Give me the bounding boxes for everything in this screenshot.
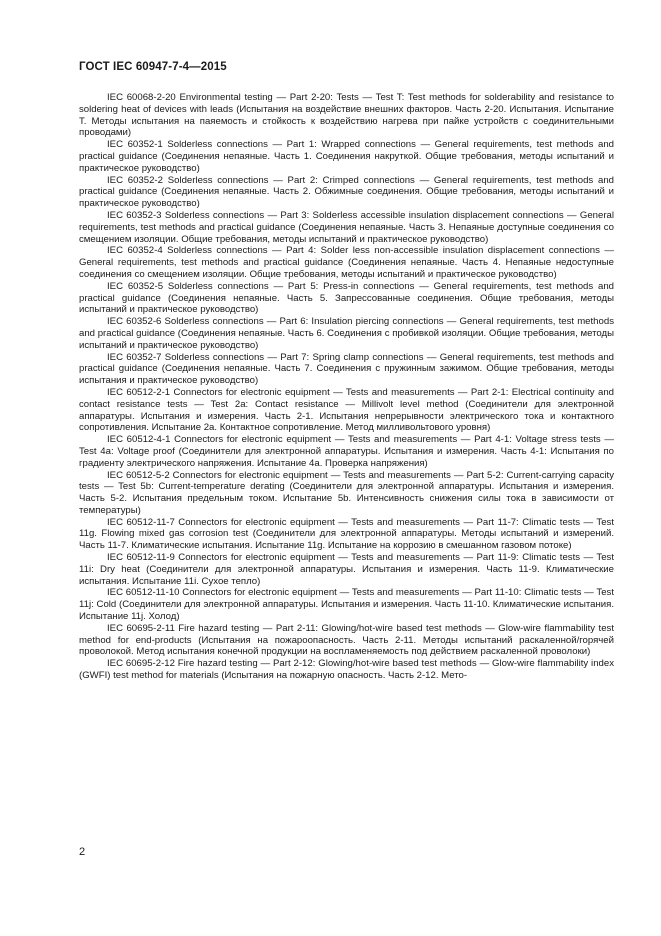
- reference-iec-60512-11-9: IEC 60512-11-9 Connectors for electronic equipment — Tests and measurements — Part 11-9: Climatic tests — Test 11i: Dry heat (Соединители для электронной аппаратуры. Испытания и измерения. Часть 11-9. Климатические испытания. Испытание 11i. Сухое тепло): [79, 552, 614, 587]
- reference-iec-60352-2: IEC 60352-2 Solderless connections — Part 2: Crimped connections — General requirements, test methods and practical guidance (Соединения непаяные. Часть 2. Обжимные соединения. Общие требования, методы испытаний и практическое руководство): [79, 174, 614, 210]
- reference-iec-60352-6: IEC 60352-6 Solderless connections — Part 6: Insulation piercing connections — General requirements, test methods and practical guidance (Соединения непаяные. Часть 6. Соединения с пробивкой изоляции. Общие требования, методы испытаний и практическое руководство): [79, 316, 614, 351]
- reference-iec-60512-4-1: IEC 60512-4-1 Connectors for electronic equipment — Tests and measurements — Part 4-1: Voltage stress tests — Test 4a: Voltage proof (Соединители для электронной аппаратуры. Испытания и измерения. Часть 4-1: Испытания по градиенту электрического напряжения. Испытание 4a. Проверка напряжения): [79, 434, 614, 469]
- reference-iec-60512-11-10: IEC 60512-11-10 Connectors for electronic equipment — Tests and measurements — Part 11-10: Climatic tests — Test 11j: Cold (Соединители для электронной аппаратуры. Испытания и измерения. Часть 11-10. Климатические испытания. Испытание 11j. Холод): [79, 587, 614, 623]
- reference-iec-60352-5: IEC 60352-5 Solderless connections — Part 5: Press-in connections — General requirements, test methods and practical guidance (Соединения непаяные. Часть 5. Запрессованные соединения. Общие требования, методы испытаний и практическое руководство): [79, 280, 614, 316]
- reference-iec-60695-2-12: IEC 60695-2-12 Fire hazard testing — Part 2-12: Glowing/hot-wire based test methods — Glow-wire flammability index (GWFI) test method for materials (Испытания на пожарную опасность. Часть 2-12. Мето-: [79, 658, 614, 682]
- reference-iec-60695-2-11: IEC 60695-2-11 Fire hazard testing — Part 2-11: Glowing/hot-wire based test methods — Glow-wire flammability test method for end-products (Испытания на пожароопасность. Часть 2-11. Методы испытаний раскаленной/горячей проволокой. Метод испытания конечной продукции на воспламеняемость под действием раскаленной проволоки): [79, 622, 614, 658]
- reference-iec-60352-3: IEC 60352-3 Solderless connections — Part 3: Solderless accessible insulation displacement connections — General requirements, test methods and practical guidance (Соединения непаяные. Часть 3. Непаяные доступные соединения со смещением изоляции. Общие требования, методы испытаний и практическое руководство): [79, 209, 614, 245]
- reference-iec-60512-5-2: IEC 60512-5-2 Connectors for electronic equipment — Tests and measurements — Part 5-2: Current-carrying capacity tests — Test 5b: Current-temperature derating (Соединители для электронной аппаратуры. Испытания и измерения. Часть 5-2. Испытания предельным током. Испытание 5b. Интенсивность снижения силы тока в зависимости от температуры): [79, 469, 614, 516]
- reference-iec-60512-11-7: IEC 60512-11-7 Connectors for electronic equipment — Tests and measurements — Part 11-7: Climatic tests — Test 11g. Flowing mixed gas corrosion test (Соединители для электронной аппаратуры. Методы испытаний и измерений. Часть 11-7. Климатические испытания. Испытание 11g. Испытание на коррозию в смешанном газовом потоке): [79, 516, 614, 552]
- reference-iec-60352-7: IEC 60352-7 Solderless connections — Part 7: Spring clamp connections — General requirements, test methods and practical guidance (Соединения непаяные. Часть 7. Соединения с пружинным зажимом. Общие требования, методы испытания и практическое руководство): [79, 351, 614, 387]
- page-number: 2: [79, 846, 86, 858]
- reference-iec-60352-4: IEC 60352-4 Solderless connections — Part 4: Solder less non-accessible insulation displacement connections — General requirements, test methods and practical guidance (Соединения непаяные. Часть 4. Непаяные недоступные соединения со смещением изоляции. Общие требования, методы испытаний и практическое руководство): [79, 245, 614, 280]
- reference-iec-60068-2-20: IEC 60068-2-20 Environmental testing — Part 2-20: Tests — Test T: Test methods for solderability and resistance to soldering heat of devices with leads (Испытания на воздействие внешних факторов. Часть 2-20. Испытания. Испытание Т. Методы испытания на паяемость и стойкость к воздействию нагрева при пайке устройств с соединительными проводами): [79, 92, 614, 139]
- reference-iec-60512-2-1: IEC 60512-2-1 Connectors for electronic equipment — Tests and measurements — Part 2-1: Electrical continuity and contact resistance tests — Test 2a: Contact resistance — Millivolt level method (Соединители для электронной аппаратуры. Испытания и измерения. Часть 2-1. Испытания непрерывности электрического тока и контактного сопротивления. Испытание 2а. Контактное сопротивление. Метод милливольтового уровня): [79, 386, 614, 434]
- normative-references-list: [79, 92, 614, 682]
- reference-iec-60352-1: IEC 60352-1 Solderless connections — Part 1: Wrapped connections — General requirements, test methods and practical guidance (Соединения непаяные. Часть 1. Соединения накруткой. Общие требования, методы испытаний и практическое руководство): [79, 139, 614, 174]
- standard-title-header: ГОСТ IEC 60947-7-4—2015: [79, 61, 227, 73]
